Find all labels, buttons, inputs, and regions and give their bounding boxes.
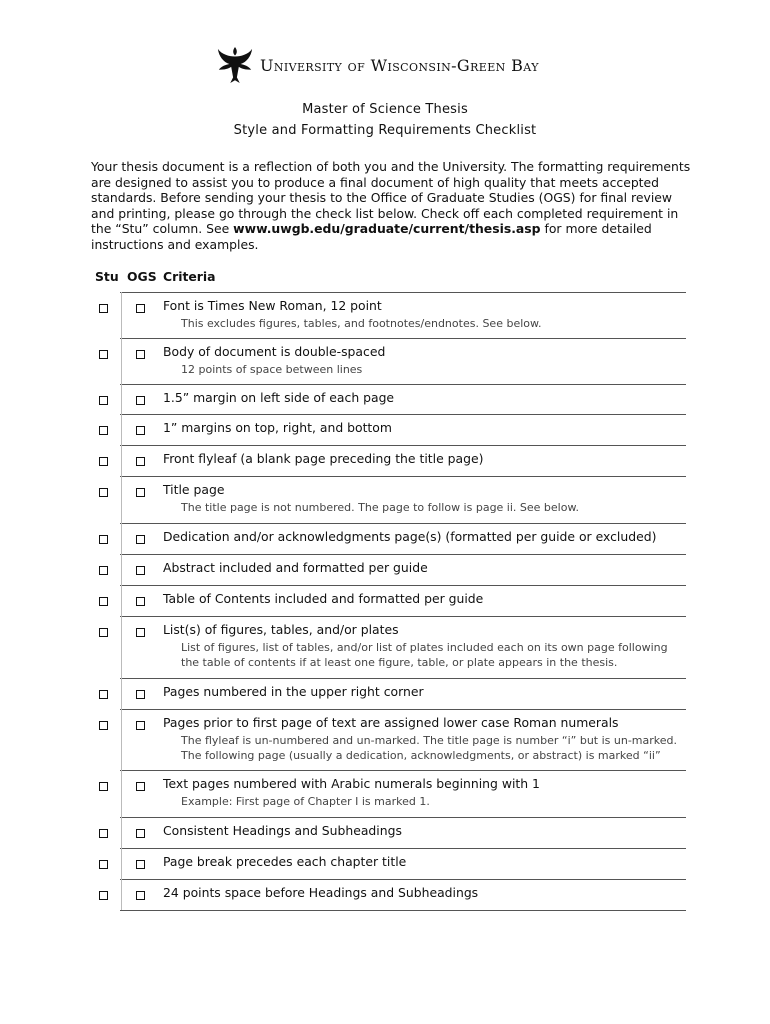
criterion-note: This excludes figures, tables, and footnotes/endnotes. See below. bbox=[181, 317, 542, 330]
row-divider bbox=[120, 616, 686, 617]
criterion-text: 1” margins on top, right, and bottom bbox=[163, 420, 392, 435]
ogs-checkbox[interactable] bbox=[136, 860, 145, 869]
column-divider bbox=[121, 616, 122, 678]
column-divider bbox=[121, 848, 122, 879]
criterion-text: Pages prior to first page of text are assigned lower case Roman numerals bbox=[163, 715, 619, 730]
row-divider bbox=[120, 678, 686, 679]
ogs-checkbox[interactable] bbox=[136, 690, 145, 699]
ogs-checkbox[interactable] bbox=[136, 721, 145, 730]
stu-checkbox[interactable] bbox=[99, 535, 108, 544]
stu-checkbox[interactable] bbox=[99, 457, 108, 466]
criterion-text: Table of Contents included and formatted per guide bbox=[163, 591, 484, 606]
ogs-checkbox[interactable] bbox=[136, 597, 145, 606]
row-divider bbox=[120, 476, 686, 477]
column-header-criteria: Criteria bbox=[163, 269, 216, 284]
column-header-stu: Stu bbox=[95, 269, 119, 284]
row-divider bbox=[120, 523, 686, 524]
criterion-text: Text pages numbered with Arabic numerals beginning with 1 bbox=[163, 776, 540, 791]
row-divider bbox=[120, 414, 686, 415]
row-divider bbox=[120, 445, 686, 446]
criterion-note: Example: First page of Chapter I is marked 1. bbox=[181, 795, 430, 808]
column-divider bbox=[121, 879, 122, 910]
ogs-checkbox[interactable] bbox=[136, 350, 145, 359]
stu-checkbox[interactable] bbox=[99, 396, 108, 405]
column-divider bbox=[121, 678, 122, 709]
column-header-ogs: OGS bbox=[127, 269, 157, 284]
phoenix-icon bbox=[216, 45, 254, 85]
stu-checkbox[interactable] bbox=[99, 860, 108, 869]
ogs-checkbox[interactable] bbox=[136, 829, 145, 838]
criterion-text: 1.5” margin on left side of each page bbox=[163, 390, 395, 405]
document-subtitle: Style and Formatting Requirements Checklist bbox=[233, 123, 537, 138]
row-divider bbox=[120, 292, 686, 293]
ogs-checkbox[interactable] bbox=[136, 488, 145, 497]
column-divider bbox=[121, 709, 122, 770]
row-divider bbox=[120, 554, 686, 555]
criterion-note: The flyleaf is un-numbered and un-marked. The title page is number “i” but is un-marked. The following page (usually a dedication, acknowledgments, or abstract) is marked “ii” bbox=[181, 734, 678, 762]
stu-checkbox[interactable] bbox=[99, 350, 108, 359]
row-divider bbox=[120, 585, 686, 586]
row-divider bbox=[120, 709, 686, 710]
ogs-checkbox[interactable] bbox=[136, 426, 145, 435]
intro-text: Your thesis document is a reflection of both you and the University. The formatting requirements are designed to assist you to produce a final document of high quality that meets accepted standards. Before sending your thesis to the Office of Graduate Studies (OGS) for final review and printing, please go through the check list below. Check off each completed requirement in the “Stu” column. See bbox=[91, 159, 691, 237]
criterion-text: Front flyleaf (a blank page preceding the title page) bbox=[163, 451, 484, 466]
ogs-checkbox[interactable] bbox=[136, 782, 145, 791]
ogs-checkbox[interactable] bbox=[136, 396, 145, 405]
criterion-note: List of figures, list of tables, and/or list of plates included each on its own page following the table of contents if at least one figure, table, or plate appears in the thesis. bbox=[181, 641, 668, 669]
stu-checkbox[interactable] bbox=[99, 488, 108, 497]
column-divider bbox=[121, 585, 122, 616]
column-divider bbox=[121, 414, 122, 445]
stu-checkbox[interactable] bbox=[99, 426, 108, 435]
intro-text-end: for more detailed instructions and examples. bbox=[91, 221, 652, 252]
row-divider bbox=[120, 770, 686, 771]
column-divider bbox=[121, 384, 122, 414]
column-divider bbox=[121, 770, 122, 817]
criterion-text: List(s) of figures, tables, and/or plates bbox=[163, 622, 399, 637]
criterion-text: Font is Times New Roman, 12 point bbox=[163, 298, 382, 313]
stu-checkbox[interactable] bbox=[99, 829, 108, 838]
column-divider bbox=[121, 338, 122, 384]
row-divider bbox=[120, 848, 686, 849]
ogs-checkbox[interactable] bbox=[136, 304, 145, 313]
column-divider bbox=[121, 817, 122, 848]
stu-checkbox[interactable] bbox=[99, 304, 108, 313]
ogs-checkbox[interactable] bbox=[136, 457, 145, 466]
stu-checkbox[interactable] bbox=[99, 597, 108, 606]
ogs-checkbox[interactable] bbox=[136, 891, 145, 900]
stu-checkbox[interactable] bbox=[99, 566, 108, 575]
row-divider bbox=[120, 879, 686, 880]
row-divider bbox=[120, 910, 686, 911]
criterion-text: Abstract included and formatted per guide bbox=[163, 560, 428, 575]
column-divider bbox=[121, 292, 122, 338]
row-divider bbox=[120, 338, 686, 339]
criterion-note: The title page is not numbered. The page to follow is page ii. See below. bbox=[181, 501, 579, 514]
row-divider bbox=[120, 384, 686, 385]
criterion-note: 12 points of space between lines bbox=[181, 363, 363, 376]
criterion-text: Page break precedes each chapter title bbox=[163, 854, 407, 869]
criterion-text: 24 points space before Headings and Subheadings bbox=[163, 885, 479, 900]
stu-checkbox[interactable] bbox=[99, 782, 108, 791]
row-divider bbox=[120, 817, 686, 818]
university-name: University of Wisconsin-Green Bay bbox=[260, 55, 539, 75]
criterion-text: Body of document is double-spaced bbox=[163, 344, 386, 359]
stu-checkbox[interactable] bbox=[99, 628, 108, 637]
stu-checkbox[interactable] bbox=[99, 690, 108, 699]
intro-paragraph bbox=[91, 159, 691, 253]
criterion-text: Dedication and/or acknowledgments page(s) (formatted per guide or excluded) bbox=[163, 529, 657, 544]
column-divider bbox=[121, 523, 122, 554]
ogs-checkbox[interactable] bbox=[136, 628, 145, 637]
ogs-checkbox[interactable] bbox=[136, 535, 145, 544]
university-logo bbox=[216, 44, 556, 86]
column-divider bbox=[121, 476, 122, 523]
criterion-text: Pages numbered in the upper right corner bbox=[163, 684, 424, 699]
column-divider bbox=[121, 554, 122, 585]
stu-checkbox[interactable] bbox=[99, 891, 108, 900]
column-divider bbox=[121, 445, 122, 476]
criterion-text: Consistent Headings and Subheadings bbox=[163, 823, 402, 838]
thesis-guide-link[interactable]: www.uwgb.edu/graduate/current/thesis.asp bbox=[233, 221, 541, 237]
criterion-text: Title page bbox=[163, 482, 225, 497]
stu-checkbox[interactable] bbox=[99, 721, 108, 730]
ogs-checkbox[interactable] bbox=[136, 566, 145, 575]
document-title: Master of Science Thesis bbox=[302, 102, 468, 117]
